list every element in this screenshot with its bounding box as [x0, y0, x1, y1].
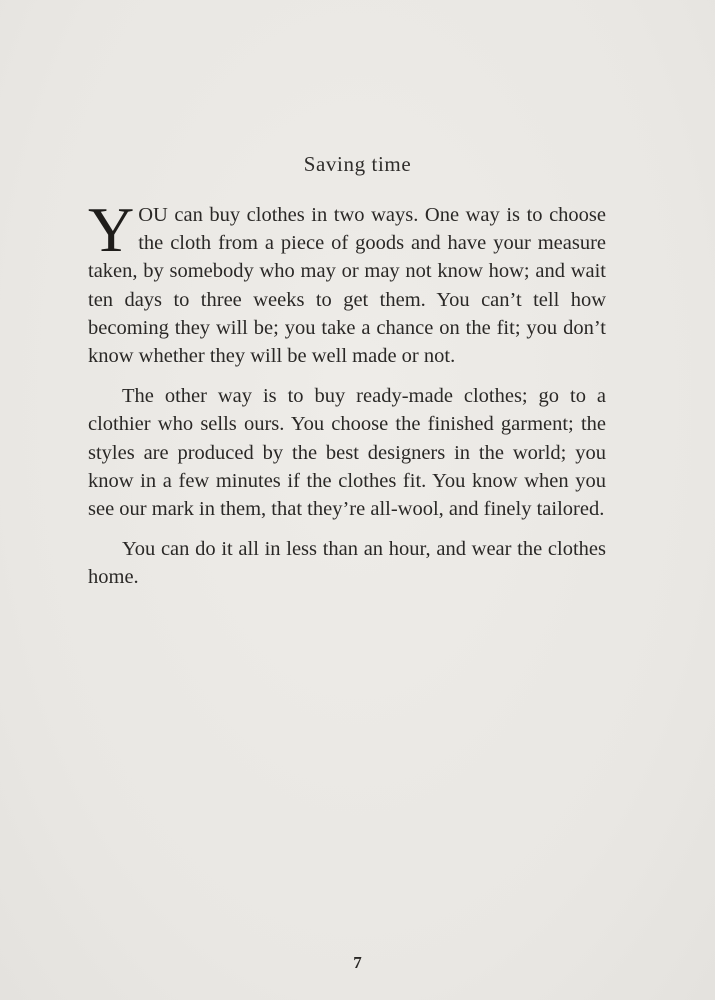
paragraph-3: You can do it all in less than an hour, and wear the clothes home. [88, 538, 606, 589]
paragraph-1-text: OU can buy clothes in two ways. One way is to choose the cloth from a piece of goods and have your measure taken, by somebody who may or may not know how; and wait ten days to three weeks to get them. You can’t tell how becoming they will be; you take a chance on the fit; you don’t know whether they will be well made or not. [88, 204, 606, 368]
page-title: Saving time [303, 152, 412, 176]
paragraph-1 [88, 194, 606, 370]
body-text [88, 194, 606, 592]
drop-cap: Y [88, 194, 135, 265]
paragraph-2: The other way is to buy ready-made clothes; go to a clothier who sells ours. You choose the finished garment; the styles are produced by the best designers in the world; you know in a few minutes if the clothes fit. You know when you see our mark in them, that they’re all-wool, and finely tailored. [88, 385, 606, 521]
page-number: 7 [353, 953, 362, 972]
